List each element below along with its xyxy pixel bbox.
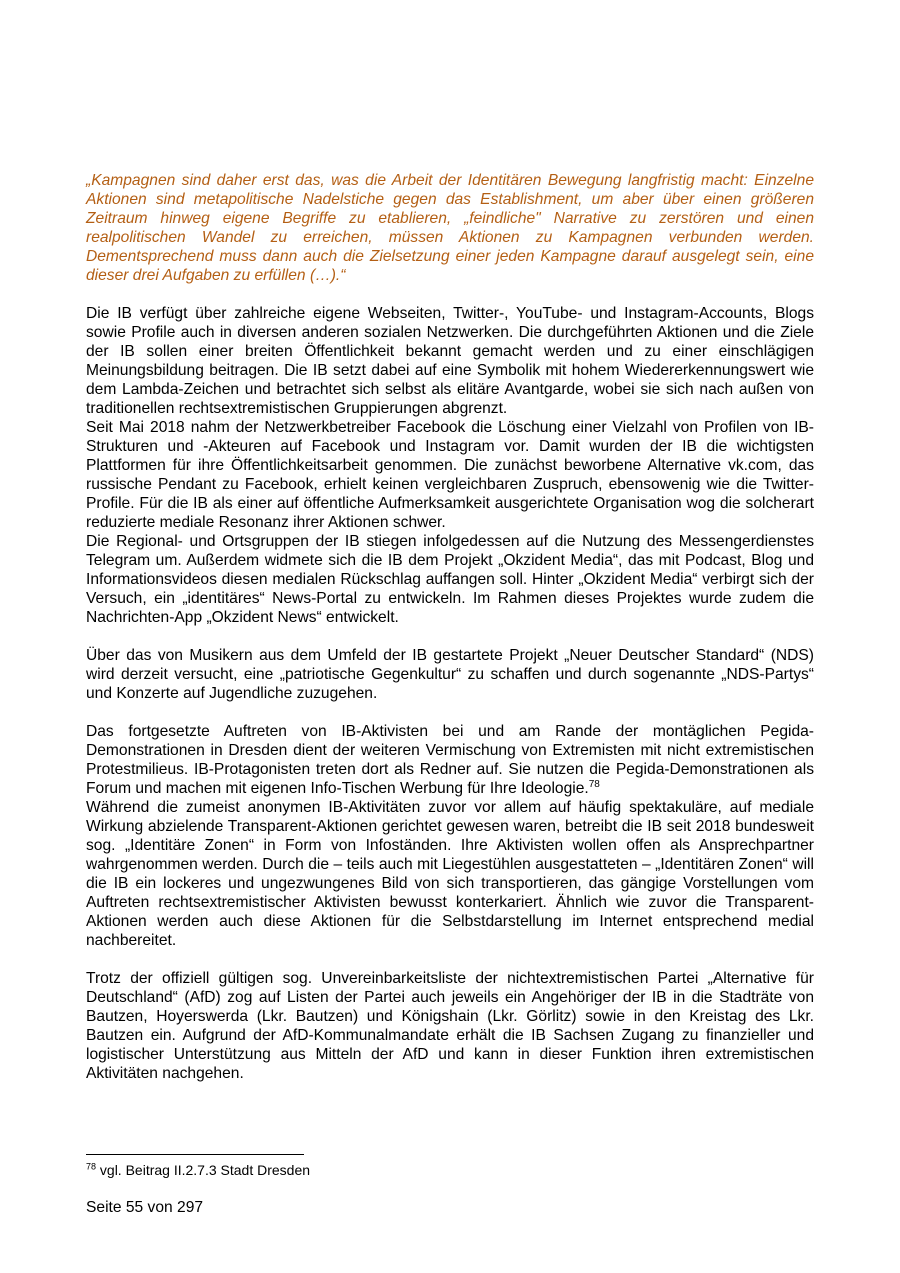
paragraph-nds: Über das von Musikern aus dem Umfeld der IB gestartete Projekt „Neuer Deutscher Standard“ (NDS) wird derzeit versucht, eine „patriotische Gegenkultur“ zu schaffen und durch sogenannte „NDS-Partys“ und Konzerte auf Jugendliche zuzugehen. <box>86 647 814 702</box>
paragraph-pegida <box>86 722 814 798</box>
paragraph-telegram-okzident: Die Regional- und Ortsgruppen der IB stiegen infolgedessen auf die Nutzung des Messengerdienstes Telegram um. Außerdem widmete sich die IB dem Projekt „Okzident Media“, das mit Podcast, Blog und Informationsvideos diesen medialen Rückschlag auffangen soll. Hinter „Okzident Media“ verbirgt sich der Versuch, ein „identitäres“ News-Portal zu entwickeln. Im Rahmen dieses Projektes wurde zudem die Nachrichten-App „Okzident News“ entwickelt. <box>86 533 814 626</box>
footnote <box>86 1161 310 1179</box>
document-body <box>86 171 814 1083</box>
footnote-separator <box>86 1154 304 1155</box>
paragraph-pegida-text: Das fortgesetzte Auftreten von IB-Aktivisten bei und am Rande der montäglichen Pegida-Demonstrationen in Dresden dient der weiteren Vermischung von Extremisten mit nicht extremistischen Protestmilieus. IB-Protagonisten treten dort als Redner auf. Sie nutzen die Pegida-Demonstrationen als Forum und machen mit eigenen Info-Tischen Werbung für Ihre Ideologie. <box>86 723 814 797</box>
quote-paragraph: „Kampagnen sind daher erst das, was die Arbeit der Identitären Bewegung langfristig macht: Einzelne Aktionen sind metapolitische Nadelstiche gegen das Establishment, um aber über einen größeren Zeitraum hinweg eigene Begriffe zu etablieren, „feindliche" Narrative zu zerstören und einen realpolitischen Wandel zu erreichen, müssen Aktionen zu Kampagnen verbunden werden. Dementsprechend muss dann auch die Zielsetzung einer jeden Kampagne darauf ausgelegt sein, eine dieser drei Aufgaben zu erfüllen (…).“ <box>86 172 814 284</box>
paragraph-identitaere-zonen: Während die zumeist anonymen IB-Aktivitäten zuvor vor allem auf häufig spektakuläre, auf mediale Wirkung abzielende Transparent-Aktionen gerichtet gewesen waren, betreibt die IB seit 2018 bundesweit sog. „Identitäre Zonen“ in Form von Infoständen. Ihre Aktivisten wollen offen als Ansprechpartner wahrgenommen werden. Durch die – teils auch mit Liegestühlen ausgestatteten – „Identitären Zonen“ will die IB ein lockeres und ungezwungenes Bild von sich transportieren, das gängige Vorstellungen vom Auftreten rechtsextremistischer Aktivisten bewusst konterkariert. Ähnlich wie zuvor die Transparent-Aktionen werden auch diese Aktionen für die Selbstdarstellung im Internet entsprechend medial nachbereitet. <box>86 799 814 949</box>
page-number: Seite 55 von 297 <box>86 1199 204 1216</box>
paragraph-facebook-deletion: Seit Mai 2018 nahm der Netzwerkbetreiber Facebook die Löschung einer Vielzahl von Profilen von IB-Strukturen und -Akteuren auf Facebook und Instagram vor. Damit wurden der IB die wichtigsten Plattformen für ihre Öffentlichkeitsarbeit genommen. Die zunächst beworbene Alternative vk.com, das russische Pendant zu Facebook, erhielt keinen vergleichbaren Zuspruch, ebensowenig wie die Twitter-Profile. Für die IB als einer auf öffentliche Aufmerksamkeit ausgerichtete Organisation wog die solcherart reduzierte mediale Resonanz ihrer Aktionen schwer. <box>86 419 814 531</box>
paragraph-afd: Trotz der offiziell gültigen sog. Unvereinbarkeitsliste der nichtextremistischen Partei „Alternative für Deutschland“ (AfD) zog auf Listen der Partei auch jeweils ein Angehöriger der IB in die Stadträte von Bautzen, Hoyerswerda (Lkr. Bautzen) und Königshain (Lkr. Görlitz) sowie in den Kreistag des Lkr. Bautzen ein. Aufgrund der AfD-Kommunalmandate erhält die IB Sachsen Zugang zu finanzieller und logistischer Unterstützung aus Mitteln der AfD und kann in dieser Funktion ihren extremistischen Aktivitäten nachgehen. <box>86 970 814 1082</box>
footnote-text: vgl. Beitrag II.2.7.3 Stadt Dresden <box>96 1162 311 1178</box>
footnote-number: 78 <box>86 1161 97 1172</box>
footnote-reference[interactable]: 78 <box>588 778 600 790</box>
paragraph-social-media: Die IB verfügt über zahlreiche eigene Webseiten, Twitter-, YouTube- und Instagram-Accounts, Blogs sowie Profile auch in diversen anderen sozialen Netzwerken. Die durchgeführten Aktionen und die Ziele der IB sollen einer breiten Öffentlichkeit bekannt gemacht werden und zu einer einschlägigen Meinungsbildung beitragen. Die IB setzt dabei auf eine Symbolik mit hohem Wiedererkennungswert wie dem Lambda-Zeichen und betrachtet sich selbst als elitäre Avantgarde, wobei sie sich nach außen von traditionellen rechtsextremistischen Gruppierungen abgrenzt. <box>86 305 814 417</box>
